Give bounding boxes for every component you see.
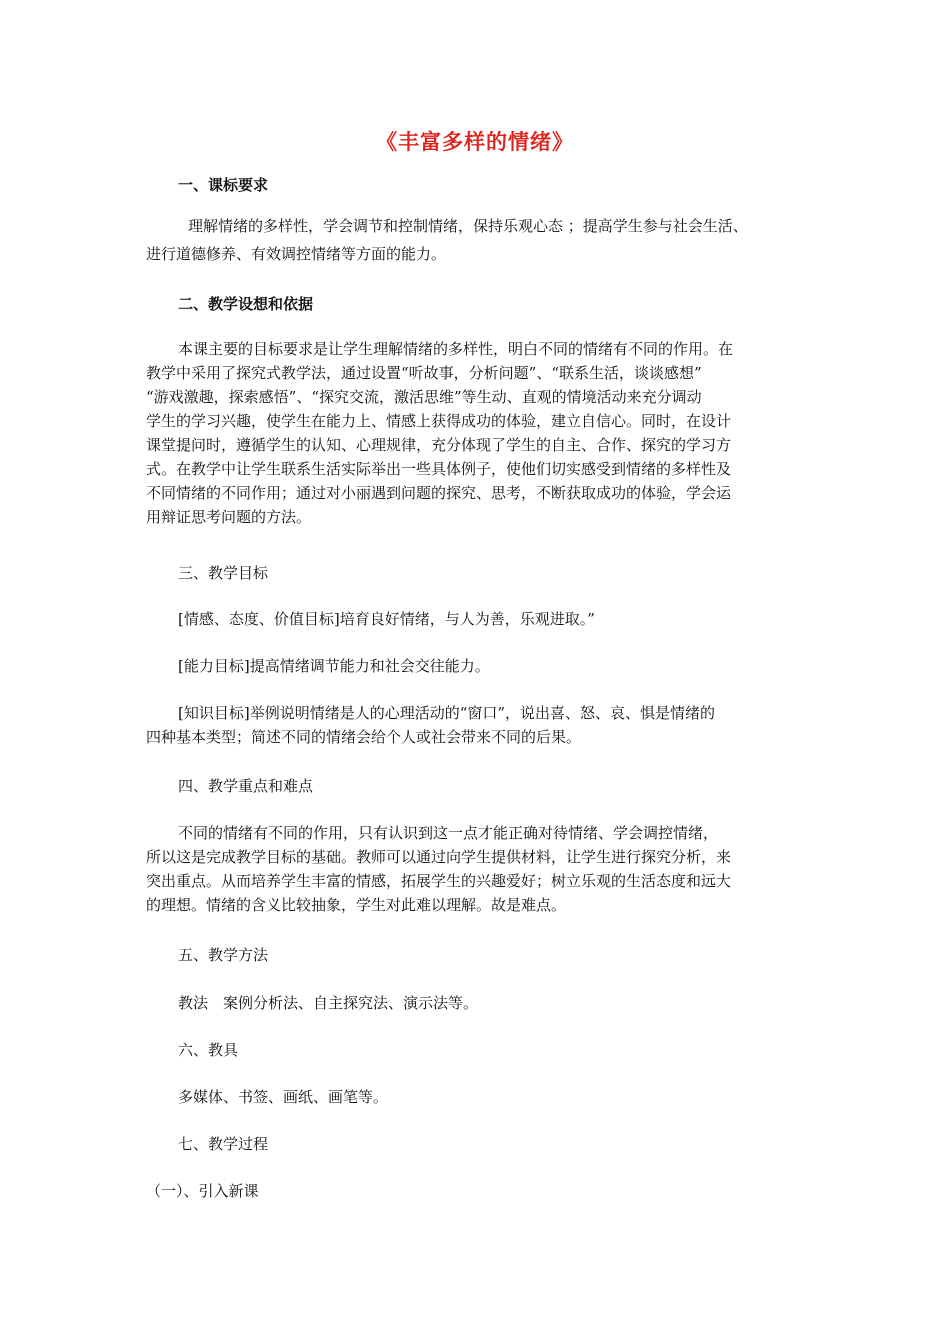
document-title: 《丰富多样的情绪》 [376, 130, 574, 154]
subsection-heading-introduction: （一）、引入新课 [146, 1182, 259, 1200]
paragraph-curriculum-requirements [146, 214, 818, 266]
text-line: 突出重点。从而培养学生丰富的情感，拓展学生的兴趣爱好；树立乐观的生活态度和远大 [146, 872, 732, 890]
section-heading-teaching-aids: 六、教具 [178, 1041, 239, 1059]
text-line: 所以这是完成教学目标的基础。教师可以通过向学生提供材料，让学生进行探究分析，来 [146, 848, 732, 866]
text-line: 学生的学习兴趣，使学生在能力上、情感上获得成功的体验，建立自信心。同时，在设计 [146, 412, 732, 430]
paragraph-teaching-ideas [146, 337, 818, 529]
section-heading-teaching-process: 七、教学过程 [178, 1135, 269, 1153]
teaching-aids-text: 多媒体、书签、画纸、画笔等。 [178, 1088, 389, 1106]
goal-ability: [能力目标]提高情绪调节能力和社会交往能力。 [178, 657, 490, 675]
section-heading-teaching-goals: 三、教学目标 [178, 564, 269, 582]
text-line: 的理想。情绪的含义比较抽象，学生对此难以理解。故是难点。 [146, 896, 567, 914]
goal-knowledge [146, 701, 818, 749]
section-heading-teaching-methods: 五、教学方法 [178, 946, 269, 964]
text-line: 式。在教学中让学生联系生活实际举出一些具体例子，使他们切实感受到情绪的多样性及 [146, 460, 732, 478]
text-line: “游戏激趣，探索感悟”、“探究交流，激活思维”等生动、直观的情境活动来充分调动 [146, 388, 702, 406]
text-line: [知识目标]举例说明情绪是人的心理活动的“窗口”，说出喜、怒、哀、惧是情绪的 [178, 704, 716, 722]
section-heading-curriculum-requirements: 一、课标要求 [178, 176, 269, 194]
teaching-methods-text: 教法 案例分析法、自主探究法、演示法等。 [178, 994, 479, 1012]
text-line: 用辩证思考问题的方法。 [146, 508, 312, 526]
section-heading-teaching-ideas: 二、教学设想和依据 [178, 295, 314, 313]
text-line: 课堂提问时，遵循学生的认知、心理规律，充分体现了学生的自主、合作、探究的学习方 [146, 436, 732, 454]
goal-emotion-attitude-values: [情感、态度、价值目标]培育良好情绪，与人为善，乐观进取。” [178, 610, 595, 628]
text-line: 四种基本类型；简述不同的情绪会给个人或社会带来不同的后果。 [146, 728, 582, 746]
text-line: 不同情绪的不同作用；通过对小丽遇到问题的探究、思考，不断获取成功的体验，学会运 [146, 484, 732, 502]
text-line: 教学中采用了探究式教学法，通过设置“听故事，分析问题”、“联系生活，谈谈感想” [146, 364, 702, 382]
text-line: 不同的情绪有不同的作用，只有认识到这一点才能正确对待情绪、学会调控情绪， [178, 824, 719, 842]
text-line: 进行道德修养、有效调控情绪等方面的能力。 [146, 245, 447, 263]
section-heading-key-points: 四、教学重点和难点 [178, 777, 314, 795]
text-line: 理解情绪的多样性，学会调节和控制情绪，保持乐观心态 ；提高学生参与社会生活、 [188, 217, 748, 235]
text-line: 本课主要的目标要求是让学生理解情绪的多样性，明白不同的情绪有不同的作用。在 [178, 340, 734, 358]
paragraph-key-points [146, 821, 818, 917]
